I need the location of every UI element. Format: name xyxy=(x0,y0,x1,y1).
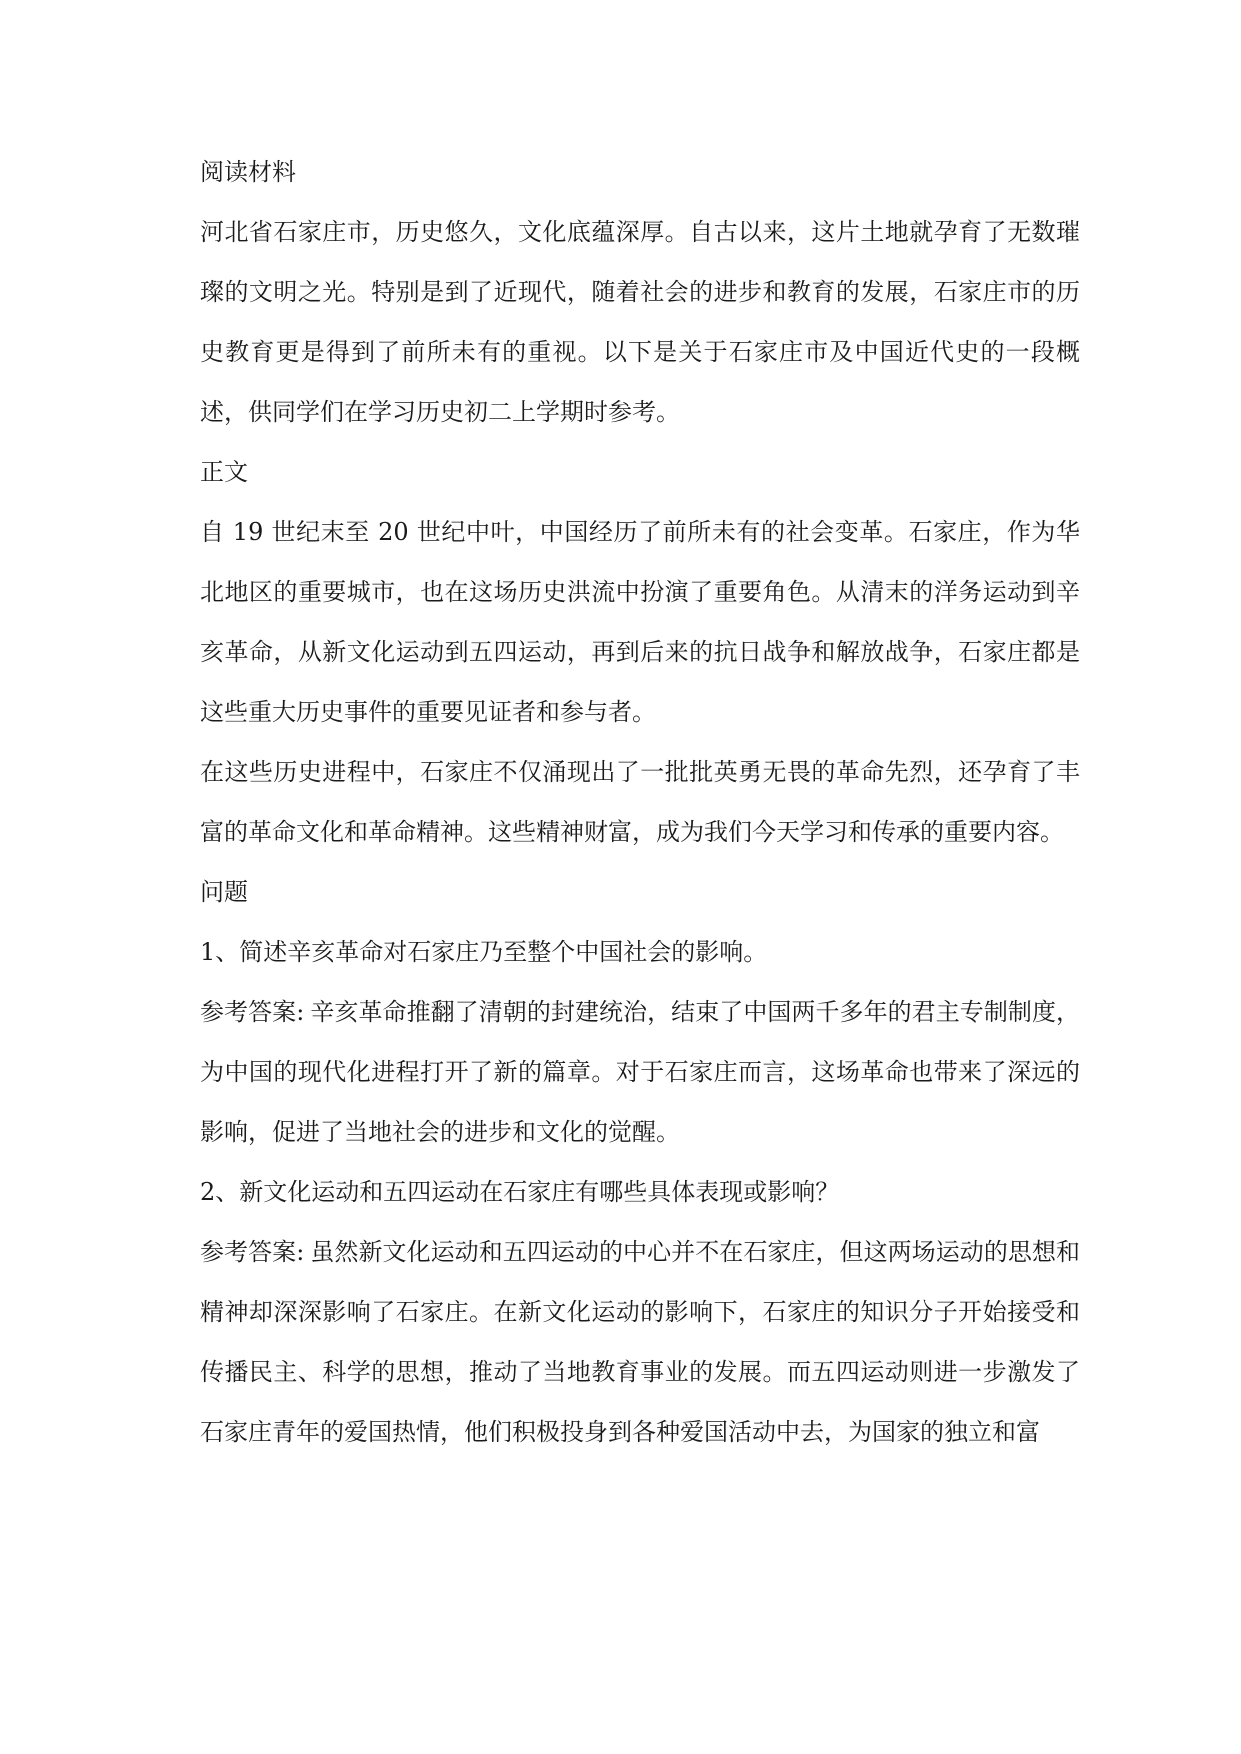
section-heading-body: 正文 xyxy=(200,458,248,486)
answer-2 xyxy=(200,1222,1080,1462)
answer-1 xyxy=(200,982,1080,1162)
answer-text: 辛亥革命推翻了清朝的封建统治，结束了中国两千多年的君主专制制度，为中国的现代化进程打开了新的篇章。对于石家庄而言，这场革命也带来了深远的影响，促进了当地社会的进步和文化的觉醒。 xyxy=(200,998,1081,1146)
question-2: 2、新文化运动和五四运动在石家庄有哪些具体表现或影响？ xyxy=(200,1178,840,1206)
answer-label: 参考答案: xyxy=(200,998,305,1026)
answer-text: 虽然新文化运动和五四运动的中心并不在石家庄，但这两场运动的思想和精神却深深影响了石家庄。在新文化运动的影响下，石家庄的知识分子开始接受和传播民主、科学的思想，推动了当地教育事业的发展。而五四运动则进一步激发了石家庄青年的爱国热情，他们积极投身到各种爱国活动中去，为国家的独立和富 xyxy=(200,1238,1081,1446)
answer-label: 参考答案: xyxy=(200,1238,305,1266)
body-paragraph-1: 自 19 世纪末至 20 世纪中叶，中国经历了前所未有的社会变革。石家庄，作为华北地区的重要城市，也在这场历史洪流中扮演了重要角色。从清末的洋务运动到辛亥革命，从新文化运动到五四运动，再到后来的抗日战争和解放战争，石家庄都是这些重大历史事件的重要见证者和参与者。 xyxy=(200,518,1080,726)
section-heading-questions: 问题 xyxy=(200,878,248,906)
body-paragraph-2: 在这些历史进程中，石家庄不仅涌现出了一批批英勇无畏的革命先烈，还孕育了丰富的革命文化和革命精神。这些精神财富，成为我们今天学习和传承的重要内容。 xyxy=(200,758,1080,846)
document-content xyxy=(200,142,1080,1462)
section-heading-reading: 阅读材料 xyxy=(200,158,296,186)
question-1: 1、简述辛亥革命对石家庄乃至整个中国社会的影响。 xyxy=(200,938,768,966)
reading-paragraph: 河北省石家庄市，历史悠久，文化底蕴深厚。自古以来，这片土地就孕育了无数璀璨的文明之光。特别是到了近现代，随着社会的进步和教育的发展，石家庄市的历史教育更是得到了前所未有的重视。以下是关于石家庄市及中国近代史的一段概述，供同学们在学习历史初二上学期时参考。 xyxy=(200,218,1080,426)
